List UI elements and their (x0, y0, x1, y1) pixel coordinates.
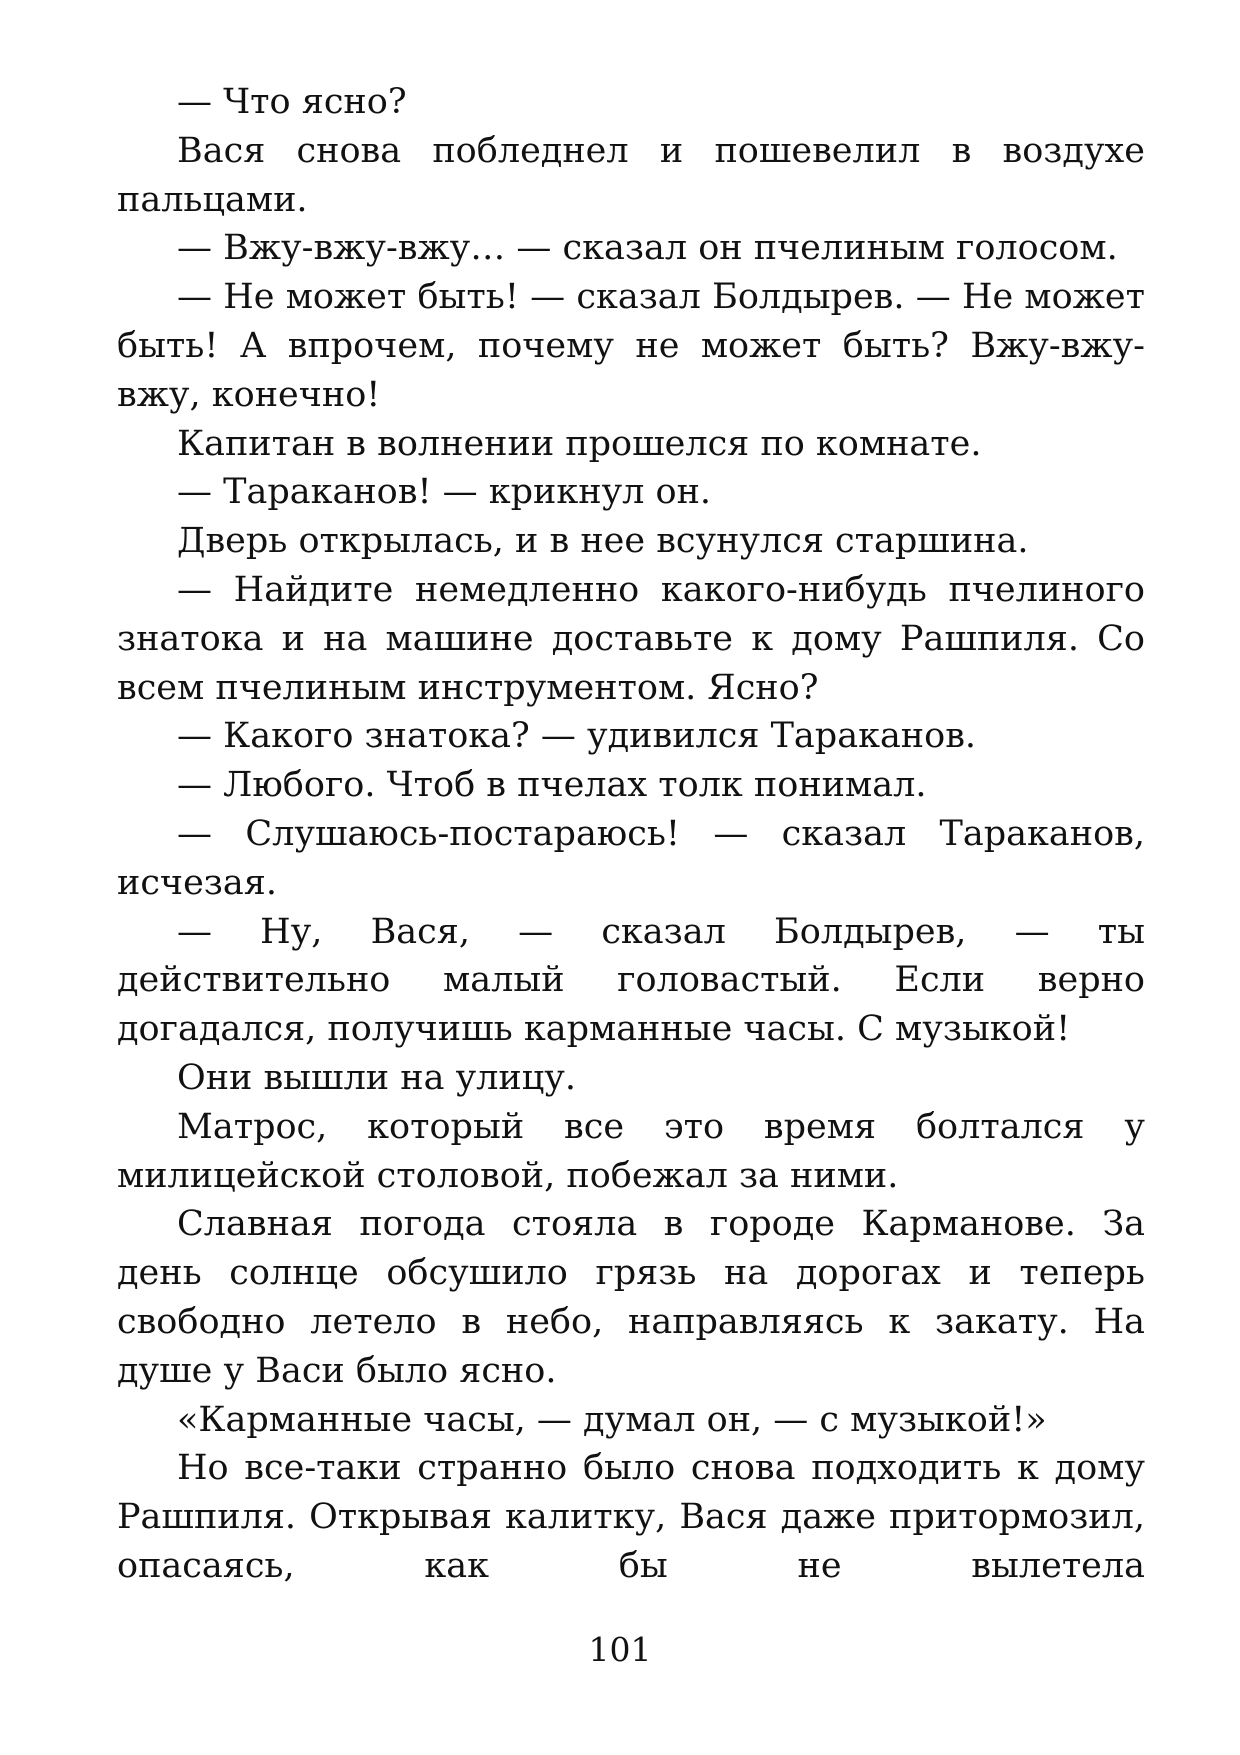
paragraph: — Какого знатока? — удивился Тараканов. (177, 716, 977, 757)
paragraph: — Ну, Вася, — сказал Болдырев, — ты действительно малый головастый. Если верно догадался, получишь карманные часы. С музыкой! (117, 911, 1145, 1050)
page-text (117, 78, 1145, 1591)
paragraph: «Карманные часы, — думал он, — с музыкой!» (177, 1399, 1047, 1440)
paragraph: Они вышли на улицу. (177, 1057, 576, 1098)
paragraph: Славная погода стояла в городе Карманове. За день солнце обсушило грязь на дорогах и теперь свободно летело в небо, направляясь к закату. На душе у Васи было ясно. (117, 1204, 1145, 1391)
paragraph: — Любого. Чтоб в пчелах толк понимал. (177, 765, 927, 806)
paragraph: — Что ясно? (177, 82, 407, 122)
paragraph: — Вжу-вжу-вжу… — сказал он пчелиным голосом. (177, 228, 1118, 269)
paragraph: — Слушаюсь-постараюсь! — сказал Тараканов, исчезая. (117, 813, 1145, 903)
paragraph: Матрос, который все это время болтался у милицейской столовой, побежал за ними. (117, 1106, 1145, 1196)
paragraph: Дверь открылась, и в нее всунулся старшина. (177, 521, 1029, 562)
paragraph: Капитан в волнении прошелся по комнате. (177, 423, 982, 464)
page-number: 101 (588, 1630, 652, 1669)
paragraph: Вася снова побледнел и пошевелил в воздухе пальцами. (117, 130, 1145, 220)
paragraph: — Не может быть! — сказал Болдырев. — Не может быть! А впрочем, почему не может быть? Вжу-вжу-вжу, конечно! (117, 277, 1145, 415)
paragraph: — Тараканов! — крикнул он. (177, 472, 712, 513)
paragraph: — Найдите немедленно какого-нибудь пчелиного знатока и на машине доставьте к дому Рашпиля. Со всем пчелиным инструментом. Ясно? (117, 569, 1145, 708)
paragraph: Но все-таки странно было снова подходить к дому Рашпиля. Открывая калитку, Вася даже притормозил, опасаясь, как бы не вылетела (117, 1448, 1145, 1586)
